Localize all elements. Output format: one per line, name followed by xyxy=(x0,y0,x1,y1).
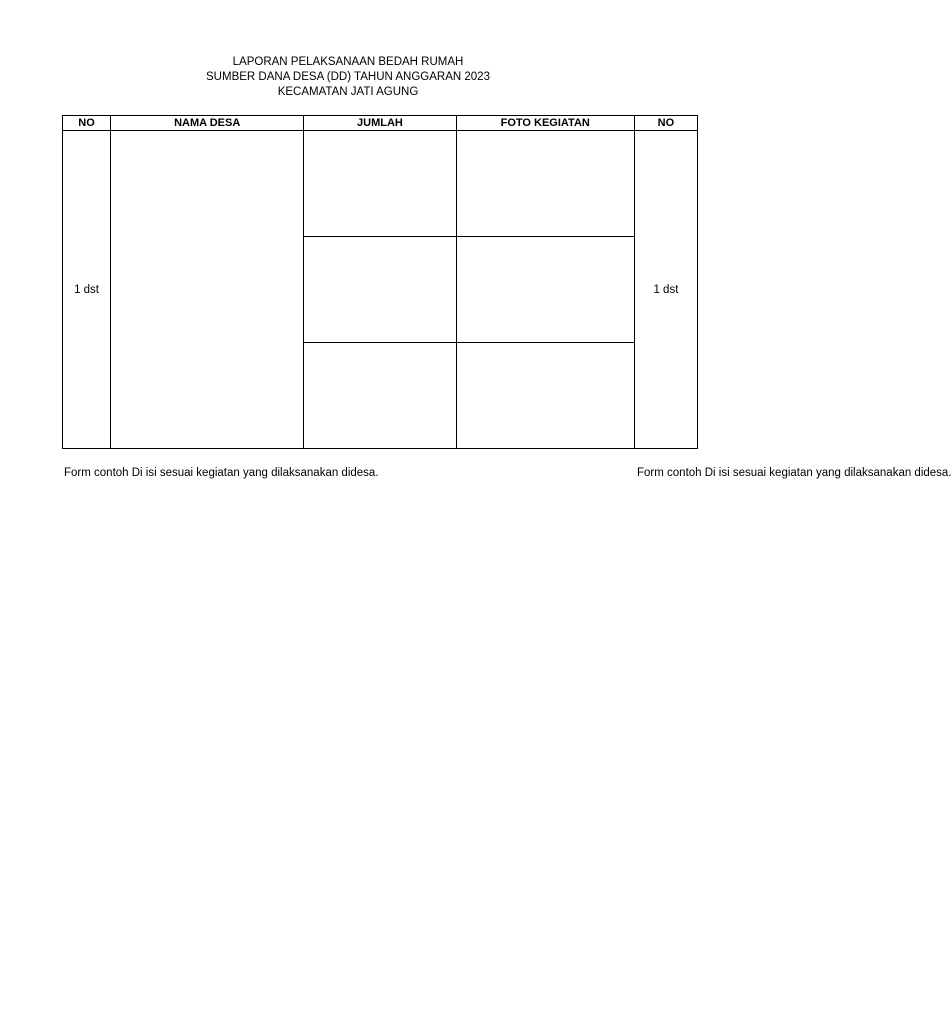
column-header-foto-kegiatan: FOTO KEGIATAN xyxy=(456,116,634,131)
cell-foto-1 xyxy=(456,131,634,237)
cell-no-right: 1 dst xyxy=(634,131,697,449)
footnote-left: Form contoh Di isi sesuai kegiatan yang dilaksanakan didesa. xyxy=(64,467,379,479)
title-line-1: LAPORAN PELAKSANAAN BEDAH RUMAH xyxy=(232,56,464,68)
table-row xyxy=(63,131,698,237)
cell-foto-2 xyxy=(456,237,634,343)
footnote-right: Form contoh Di isi sesuai kegiatan yang dilaksanakan didesa. xyxy=(637,467,952,479)
title-line-3: KECAMATAN JATI AGUNG xyxy=(277,86,419,98)
cell-jumlah-2 xyxy=(304,237,456,343)
cell-no: 1 dst xyxy=(63,131,111,449)
column-header-nama-desa: NAMA DESA xyxy=(111,116,304,131)
cell-jumlah-3 xyxy=(304,343,456,449)
column-header-no-right: NO xyxy=(634,116,697,131)
column-header-no: NO xyxy=(63,116,111,131)
cell-foto-3 xyxy=(456,343,634,449)
cell-jumlah-1 xyxy=(304,131,456,237)
column-header-jumlah: JUMLAH xyxy=(304,116,456,131)
report-title xyxy=(0,55,696,100)
cell-nama-desa xyxy=(111,131,304,449)
table-header-row xyxy=(63,116,698,131)
title-line-2: SUMBER DANA DESA (DD) TAHUN ANGGARAN 2023 xyxy=(206,71,490,83)
report-table-container xyxy=(62,115,696,451)
report-table xyxy=(62,115,698,449)
